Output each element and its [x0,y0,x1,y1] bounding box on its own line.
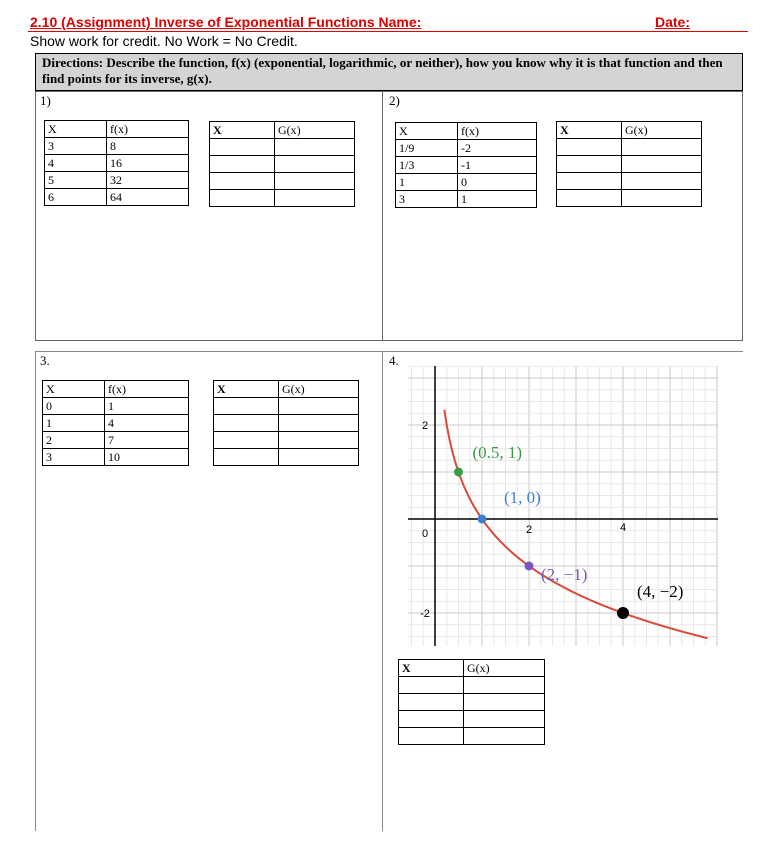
table-row: 1/3 -1 [396,157,537,174]
graph-point [525,562,534,571]
gx-header: G(x) [275,122,355,139]
problem-3-number: 3. [40,353,50,368]
problem-3-f-table [42,380,189,466]
problem-4-number: 4. [389,353,399,368]
middle-border [382,351,383,831]
y-tick-label: -2 [420,608,430,620]
answer-cell[interactable] [214,449,279,466]
table-row: 1 4 [43,415,189,432]
x-header: X [557,122,622,139]
left-border [35,351,36,831]
graph-point [454,468,463,477]
problem-4-g-table [398,659,545,745]
gx-header: G(x) [464,660,545,677]
answer-cell[interactable] [275,173,355,190]
inverse-graph [388,366,718,656]
table-row: 1 0 [396,174,537,191]
point-label: (1, 0) [504,488,541,507]
assignment-title: 2.10 (Assignment) Inverse of Exponential Functions Name: [30,14,422,30]
problem-1-f-table [44,120,189,206]
table-row: 2 7 [43,432,189,449]
answer-cell[interactable] [622,190,702,207]
answer-cell[interactable] [214,415,279,432]
problem-1-number: 1) [40,93,51,108]
answer-cell[interactable] [557,156,622,173]
problem-3-g-table [213,380,359,466]
answer-cell[interactable] [214,398,279,415]
answer-cell[interactable] [622,173,702,190]
table-row: 3 10 [43,449,189,466]
x-header: X [214,381,279,398]
table-row: 5 32 [45,172,189,189]
table-row: 3 8 [45,138,189,155]
gx-header: G(x) [622,122,702,139]
point-label: (4, −2) [637,582,684,601]
answer-cell[interactable] [214,432,279,449]
x-header: X [210,122,275,139]
answer-cell[interactable] [210,139,275,156]
x-header: X [45,121,107,138]
fx-header: f(x) [107,121,189,138]
answer-cell[interactable] [464,711,545,728]
answer-cell[interactable] [279,432,359,449]
answer-cell[interactable] [399,694,464,711]
answer-cell[interactable] [557,173,622,190]
answer-cell[interactable] [275,156,355,173]
answer-cell[interactable] [399,711,464,728]
answer-cell[interactable] [275,139,355,156]
origin-label: 0 [421,528,429,540]
x-header: X [399,660,464,677]
x-header: X [396,123,458,140]
bottom-divider [35,351,743,352]
x-header: X [43,381,105,398]
answer-cell[interactable] [279,449,359,466]
answer-cell[interactable] [464,677,545,694]
problem-2-number: 2) [389,93,400,108]
instructions-subtitle: Show work for credit. No Work = No Credit. [30,33,298,49]
y-tick-label: 2 [421,420,429,432]
x-tick-label: 2 [525,524,533,536]
answer-cell[interactable] [279,398,359,415]
problem-1-g-table [209,121,355,207]
answer-cell[interactable] [275,190,355,207]
answer-cell[interactable] [557,139,622,156]
gx-header: G(x) [279,381,359,398]
answer-cell[interactable] [557,190,622,207]
answer-cell[interactable] [210,173,275,190]
graph-point [617,607,629,619]
date-label: Date: [655,14,691,30]
graph-point [478,515,487,524]
fx-header: f(x) [458,123,537,140]
problem-2-f-table [395,122,537,208]
header-underline [28,31,748,32]
answer-cell[interactable] [622,156,702,173]
answer-cell[interactable] [622,139,702,156]
answer-cell[interactable] [464,694,545,711]
table-row: 4 16 [45,155,189,172]
answer-cell[interactable] [399,728,464,745]
point-label: (0.5, 1) [472,443,523,462]
answer-cell[interactable] [464,728,545,745]
fx-header: f(x) [105,381,189,398]
table-row: 1/9 -2 [396,140,537,157]
point-label: (2, −1) [541,565,588,584]
x-tick-label: 4 [619,522,627,534]
table-row: 6 64 [45,189,189,206]
answer-cell[interactable] [210,190,275,207]
answer-cell[interactable] [210,156,275,173]
table-row: 3 1 [396,191,537,208]
problem-2-g-table [556,121,702,207]
answer-cell[interactable] [279,415,359,432]
answer-cell[interactable] [399,677,464,694]
table-row: 0 1 [43,398,189,415]
directions-text: Directions: Describe the function, f(x) (exponential, logarithmic, or neither), how you know why it is that function and then find points for its inverse, g(x). [42,55,723,86]
